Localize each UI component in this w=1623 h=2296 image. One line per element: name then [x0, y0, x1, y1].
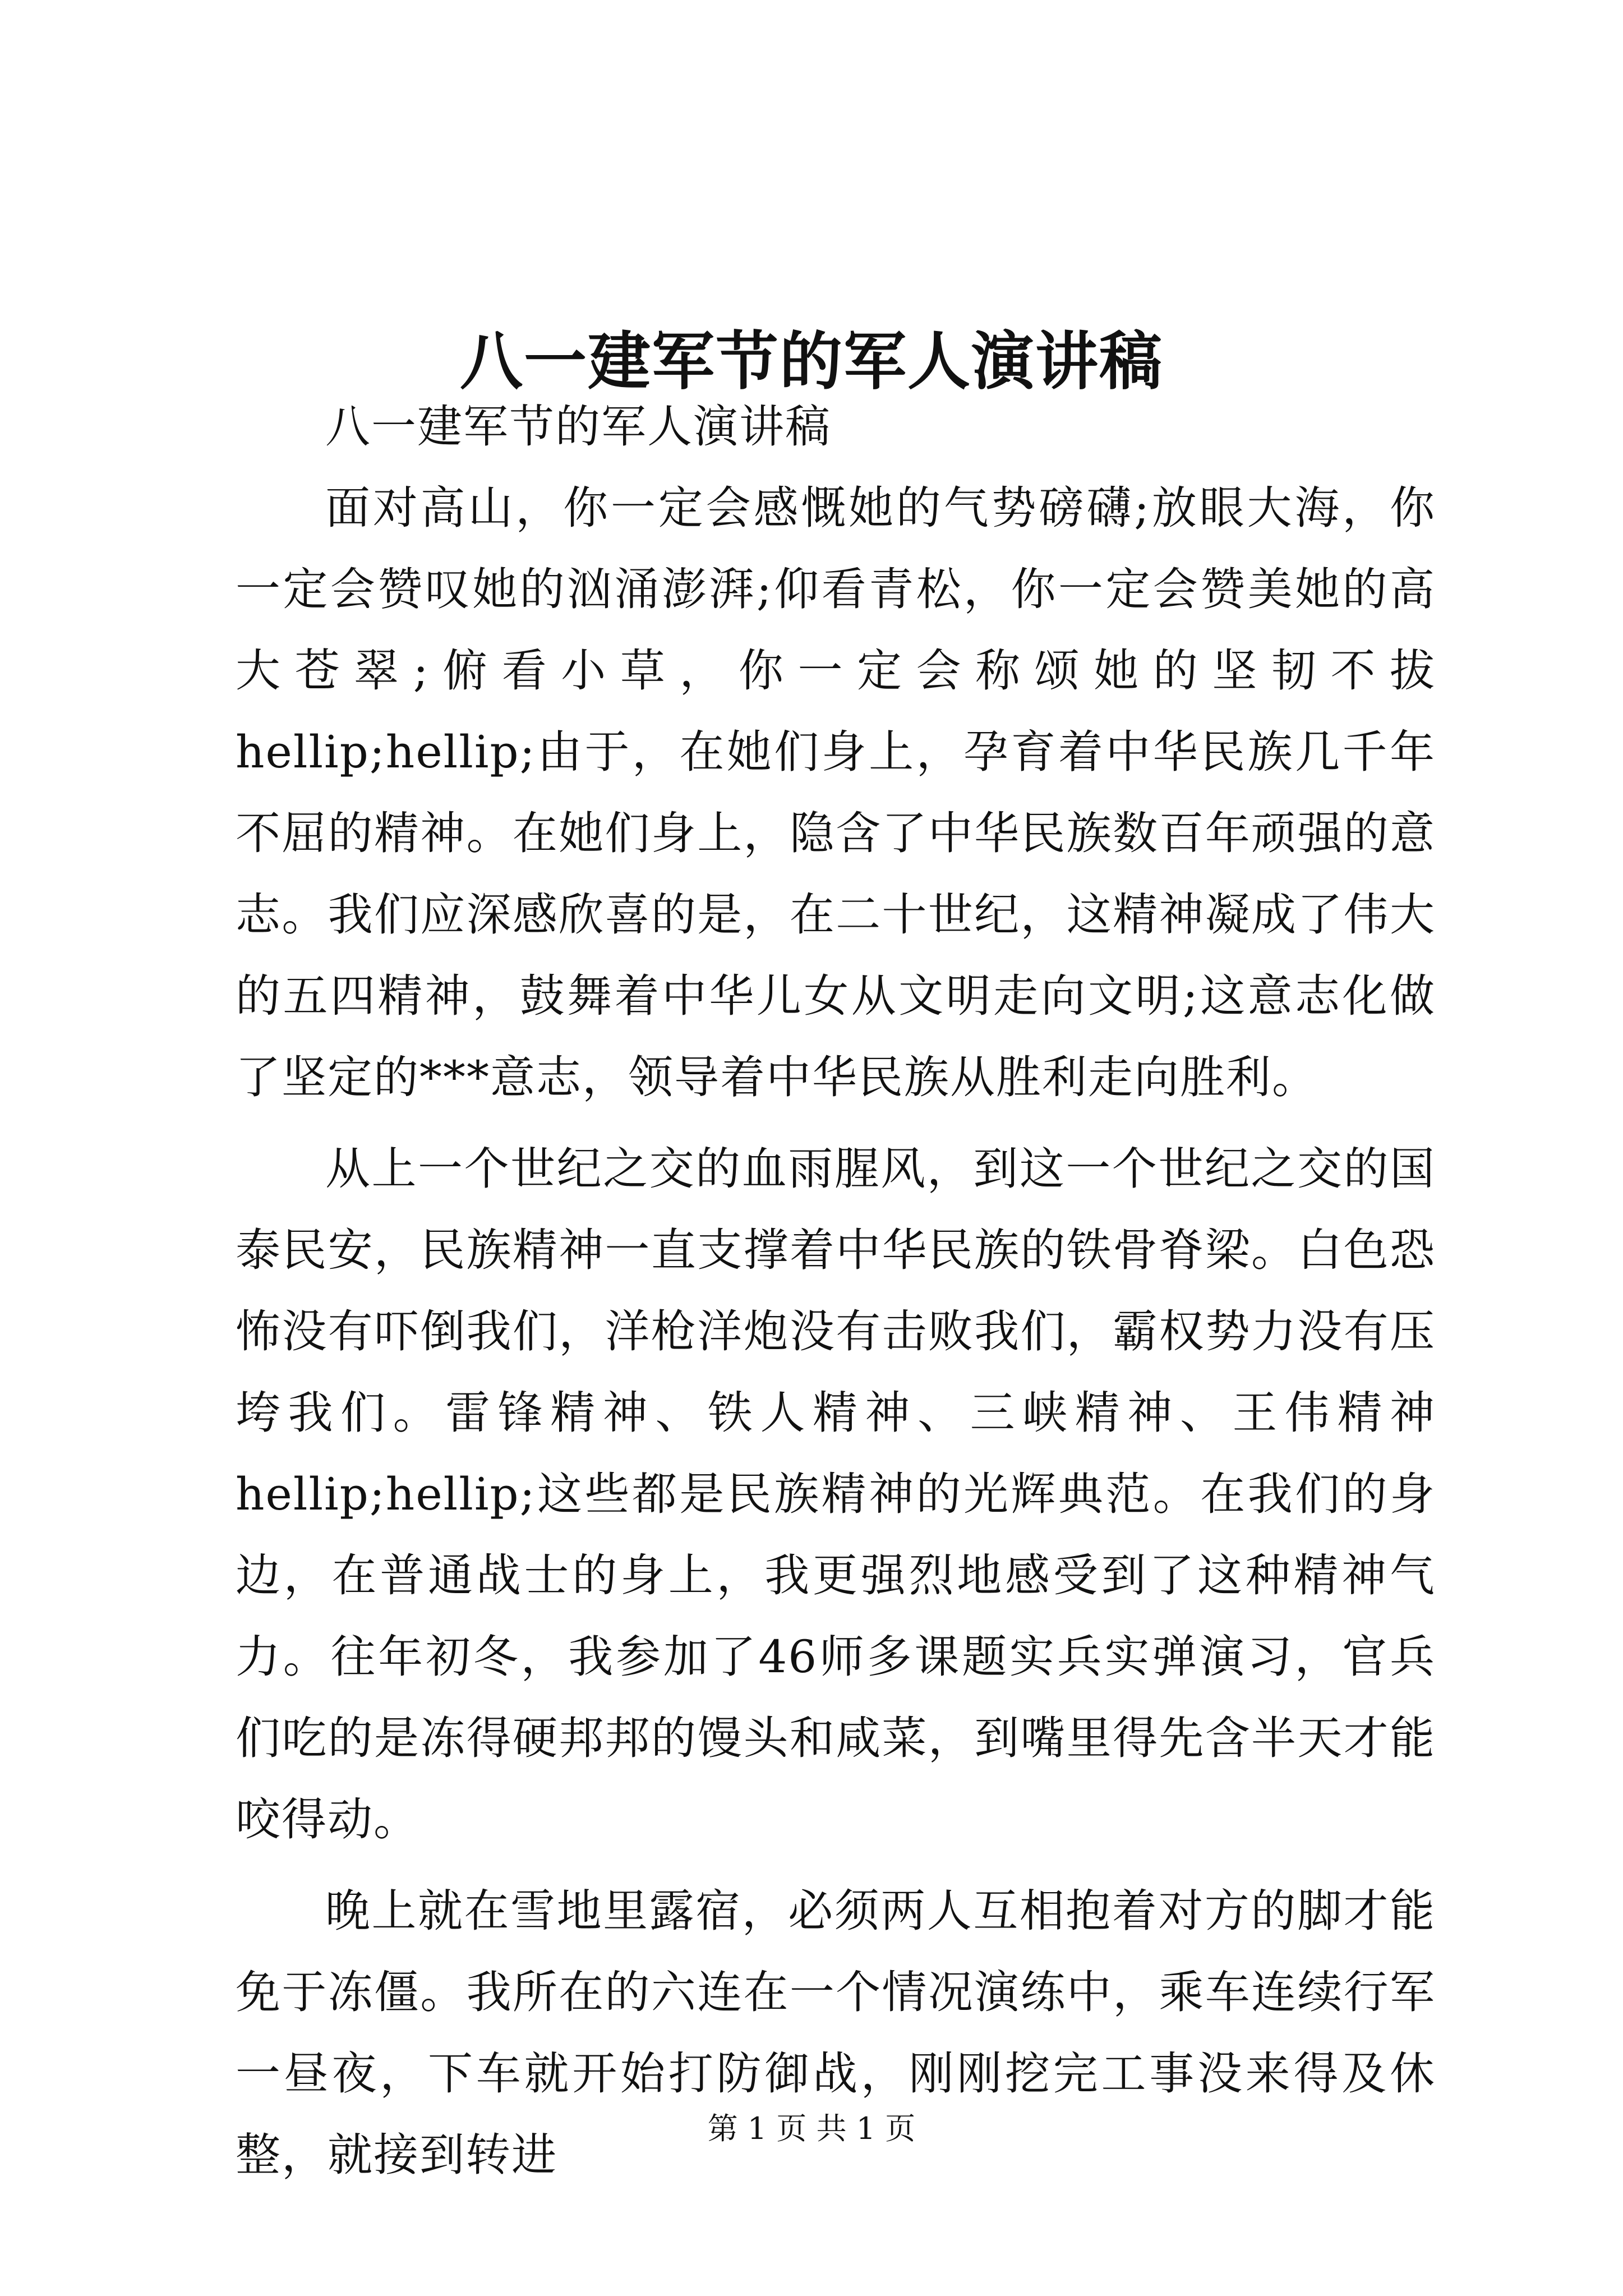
- document-body: [236, 386, 1436, 2196]
- document-title: 八一建军节的军人演讲稿: [460, 325, 1163, 399]
- page-footer: 第 1 页 共 1 页: [707, 2111, 916, 2146]
- paragraph-1: 面对高山，你一定会感慨她的气势磅礴;放眼大海，你一定会赞叹她的汹涌澎湃;仰看青松，你一定会赞美她的高大苍翠;俯看小草，你一定会称颂她的坚韧不拔hellip;hellip;由于，在她们身上，孕育着中华民族几千年不屈的精神。在她们身上，隐含了中华民族数百年顽强的意志。我们应深感欣喜的是，在二十世纪，这精神凝成了伟大的五四精神，鼓舞着中华儿女从文明走向文明;这意志化做了坚定的***意志，领导着中华民族从胜利走向胜利。: [236, 482, 1436, 1103]
- paragraph-2: 从上一个世纪之交的血雨腥风，到这一个世纪之交的国泰民安，民族精神一直支撑着中华民族的铁骨脊梁。白色恐怖没有吓倒我们，洋枪洋炮没有击败我们，霸权势力没有压垮我们。雷锋精神、铁人精神、三峡精神、王伟精神hellip;hellip;这些都是民族精神的光辉典范。在我们的身边，在普通战士的身上，我更强烈地感受到了这种精神气力。往年初冬，我参加了46师多课题实兵实弹演习，官兵们吃的是冻得硬邦邦的馒头和咸菜，到嘴里得先含半天才能咬得动。: [236, 1143, 1436, 1846]
- paragraph-3: 晚上就在雪地里露宿，必须两人互相抱着对方的脚才能免于冻僵。我所在的六连在一个情况演练中，乘车连续行军一昼夜，下车就开始打防御战，刚刚挖完工事没来得及休整，就接到转进: [236, 1885, 1436, 2181]
- paragraph-subtitle: 八一建军节的军人演讲稿: [325, 401, 831, 453]
